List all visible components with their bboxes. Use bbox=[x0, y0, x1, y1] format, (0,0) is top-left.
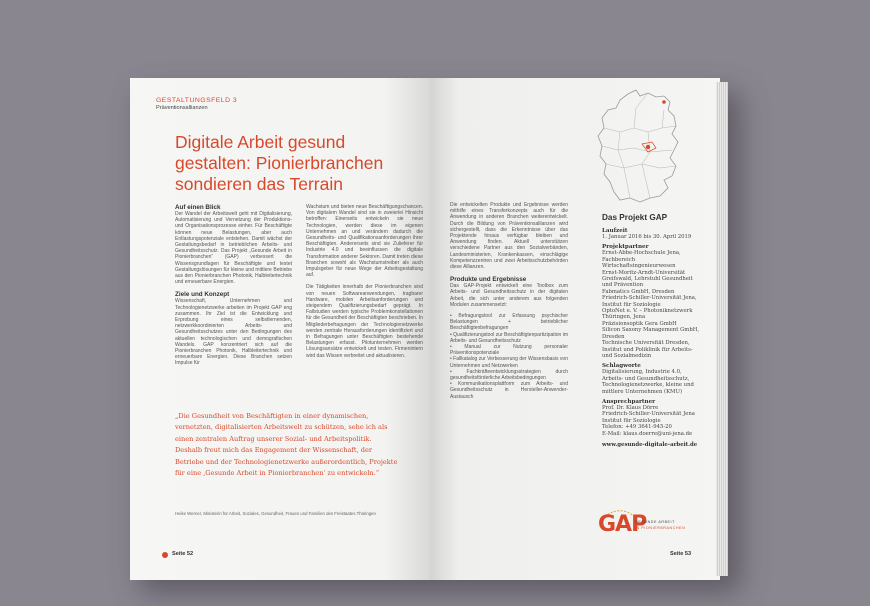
laufzeit-label: Laufzeit bbox=[602, 228, 628, 234]
section-subtitle: Präventionsallianzen bbox=[156, 105, 208, 111]
sidebar-title: Das Projekt GAP bbox=[602, 213, 668, 222]
page-number-right: Seite 53 bbox=[670, 551, 692, 557]
heading-ziele-konzept: Ziele und Konzept bbox=[175, 291, 230, 299]
module-item: • Kommunikationsplattform zum Arbeits- und Gesundheitsschutz in Hersteller-Anwender-Austausch bbox=[450, 381, 568, 400]
contact-label: Ansprechpartner bbox=[602, 398, 656, 405]
text-wachstum: Wachstum und bieten neue Beschäftigungschancen. Von digitalem Wandel sind sie in zweierlei Hinsicht betroffen: Einerseits entwickeln sie neue Technologien, werden diese im eigenen Unternehmen an und verändern dadurch die Gesundheits- und Qualifikationsanforderungen ihrer Beschäftigten. Andererseits sind sie Zulieferer für Industrie 4.0 und beeinflussen die digitale Transformation anderer Sektoren. Damit treten diese Branchen sowohl als Wachstumstreiber als auch Impulsgeber für neue Wege der Arbeitsgestaltung auf. bbox=[306, 204, 423, 279]
left-column-2 bbox=[306, 204, 423, 359]
module-item: • Fachkräfteentwicklungsstrategien durch gesundheitsförderliche Arbeitsbedingungen bbox=[450, 368, 568, 382]
laufzeit-value: 1. Januar 2016 bis 30. April 2019 bbox=[602, 234, 692, 240]
logo-sub1: GESUNDE ARBEIT bbox=[635, 520, 675, 524]
text-taetigkeiten: Die Tätigkeiten innerhalb der Pionierbranchen sind von neuen Softwareanwendungen, tragbarer Hardware, mobilen Arbeitsanforderungen und steigendem Qualifizierungsbedarf geprägt. In Fallstudien werden typische Problemkonstellationen für die Gesundheit der Beschäftigten beschrieben. In Mitgliederbefragungen der Technologienetzwerke werden zentrale Herausforderungen identifiziert und in Befragungen unter Beschäftigten bestehende Belastungen erfasst. Pilotunternehmen werden Lösungsansätze entwickelt und testen. Firmenintern wird das Wissen verbreitet und aktualisieren. bbox=[306, 284, 423, 359]
module-list bbox=[450, 313, 568, 400]
text-transfer: Die entwickelten Produkte und Ergebnisse werden mithilfe eines Transferkonzepts auch für die Anwendung in anderen Branchen weiterentwickelt. Durch die Bildung von Präventionsallianzen wird sichergestellt, dass die Erkenntnisse über das Projektende hinaus verfügbar bleiben und Anwendung finden. Aktuell unterstützen verschiedene Partner aus den Sozialverbänden, Landesministerien, Krankenkassen, einschlägige Kompetenzzentren und zwei Arbeitsschutzbehörden diese Allianzen. bbox=[450, 202, 568, 271]
pull-quote: „Die Gesundheit von Beschäftigten in einer dynamischen, vernetzten, digitalisierten Arbeitswelt zu schützen, sehe ich als einen zentralen Auftrag unserer Sozial- und Arbeitspolitik. Deshalb freut mich das Engagement der Wissenschaft, der Betriebe und der Technologienetzwerke außerordentlich, Projekte für eine ‚Gesunde Arbeit in Pionierbranchen' zu entwickeln.“ bbox=[175, 412, 398, 478]
module-item: • Manual zur Nutzung personaler Präventionspotenziale bbox=[450, 344, 568, 357]
page-title: Digitale Arbeit gesund gestalten: Pionierbranchen sondieren das Terrain bbox=[175, 132, 384, 194]
quote-citation: Heike Werner, Ministerin für Arbeit, Soziales, Gesundheit, Frauen und Familien des Freistaates Thüringen bbox=[175, 511, 376, 516]
module-item: • Fallkatalog zur Verbesserung der Wissensbasis von Unternehmen und Netzwerken bbox=[450, 356, 568, 369]
section-label: GESTALTUNGSFELD 3 bbox=[156, 97, 238, 104]
schlagworte-value: Digitalisierung, Industrie 4.0, Arbeits- und Gesundheitsschutz, Technologienetzwerke, kleine und mittlere Unternehmen (KMU) bbox=[602, 369, 694, 395]
logo-letters: GAP bbox=[598, 512, 647, 537]
left-page bbox=[130, 78, 430, 580]
right-column-1 bbox=[450, 202, 568, 400]
left-column-1 bbox=[175, 204, 292, 367]
partner-label: Projektpartner bbox=[602, 244, 649, 251]
germany-map-icon bbox=[590, 88, 690, 208]
text-toolbox: Das GAP-Projekt entwickelt eine Toolbox zum Arbeits- und Gesundheitsschutz in der digitalen Arbeit, die sich unter anderem aus folgenden Modulen zusammensetzt: bbox=[450, 283, 568, 308]
module-item: • Befragungstool zur Erfassung psychischer Belastungen + betrieblicher Beschäftigtenbefragungen bbox=[450, 313, 568, 332]
right-page bbox=[430, 78, 720, 580]
heading-auf-einen-blick: Auf einen Blick bbox=[175, 204, 221, 211]
text-auf-einen-blick: Der Wandel der Arbeitswelt geht mit Digitalisierung, Automatisierung und Vernetzung der Produktions- und Organisationsprozesse einher. Für Beschäftigte können neue Belastungen, aber auch Entlastungspotenziale entstehen. Damit wächst der Gestaltungsbedarf in betrieblichen Arbeits- und Gesundheitsschutz. Das Projekt „Gesunde Arbeit in Pionierbranchen“ (GAP) verbessert die Wissensgrundlagen für Beschäftigte und testet Gestaltungslösungen für kleine und mittlere Betriebe aus den Pionierbranchen Photonik, Halbleitertechnik und erneuerbare Energien. bbox=[175, 211, 292, 286]
page-number-left: Seite 52 bbox=[172, 551, 194, 557]
page-marker-dot bbox=[162, 552, 168, 558]
heading-produkte: Produkte und Ergebnisse bbox=[450, 276, 527, 284]
text-ziele-konzept: Wissenschaft, Unternehmen und Technologienetzwerke arbeiten im Projekt GAP eng zusammen. Ihr Ziel ist die Entwicklung und Erprobung eines selbstlernenden, netzwerkkoordinierten Arbeits- und Gesundheitsschutzes unter den Bedingungen des aktuellen technologischen und demografischen Wandels. GAP konzentriert sich auf die Pionierbranchen Photonik, Halbleitertechnik und erneuerbare Energien. Diese Branchen setzen Impulse für bbox=[175, 298, 292, 367]
contact-details: Prof. Dr. Klaus Dörre Friedrich-Schiller-Universität Jena Institut für Soziologie Telefon: +49 3641-945-20 E-Mail: klaus.doerre@uni-jena.de bbox=[602, 404, 695, 437]
module-item: • Qualifizierungstool zur Beschäftigtenpartizipation im Arbeits- und Gesundheitsschutz bbox=[450, 331, 568, 344]
page-edges bbox=[716, 82, 728, 576]
logo-text bbox=[598, 512, 646, 537]
project-sidebar bbox=[602, 213, 702, 448]
logo-sub2: IN PIONIERBRANCHEN bbox=[635, 526, 686, 530]
website-link[interactable]: www.gesunde-digitale-arbeit.de bbox=[602, 441, 698, 448]
partner-list: Ernst-Abbe-Hochschule Jena, Fachbereich Wirtschaftsingenieurwesen Ernst-Moritz-Arndt-Universität Greifswald, Lehrstuhl Gesundheit und Prävention Fabmatics GmbH, Dresden Friedrich-Schiller-Universität Jena, Institut für Soziologie OptoNet e. V. – Photoniknetzwerk Thüringen, Jena Präzisionsoptik Gera GmbH Silicon Saxony Management GmbH, Dresden Technische Universität Dresden, Institut und Poliklinik für Arbeits- und Sozialmedizin bbox=[602, 250, 700, 359]
schlagworte-label: Schlagworte bbox=[602, 363, 641, 370]
gap-logo-icon bbox=[598, 506, 698, 548]
